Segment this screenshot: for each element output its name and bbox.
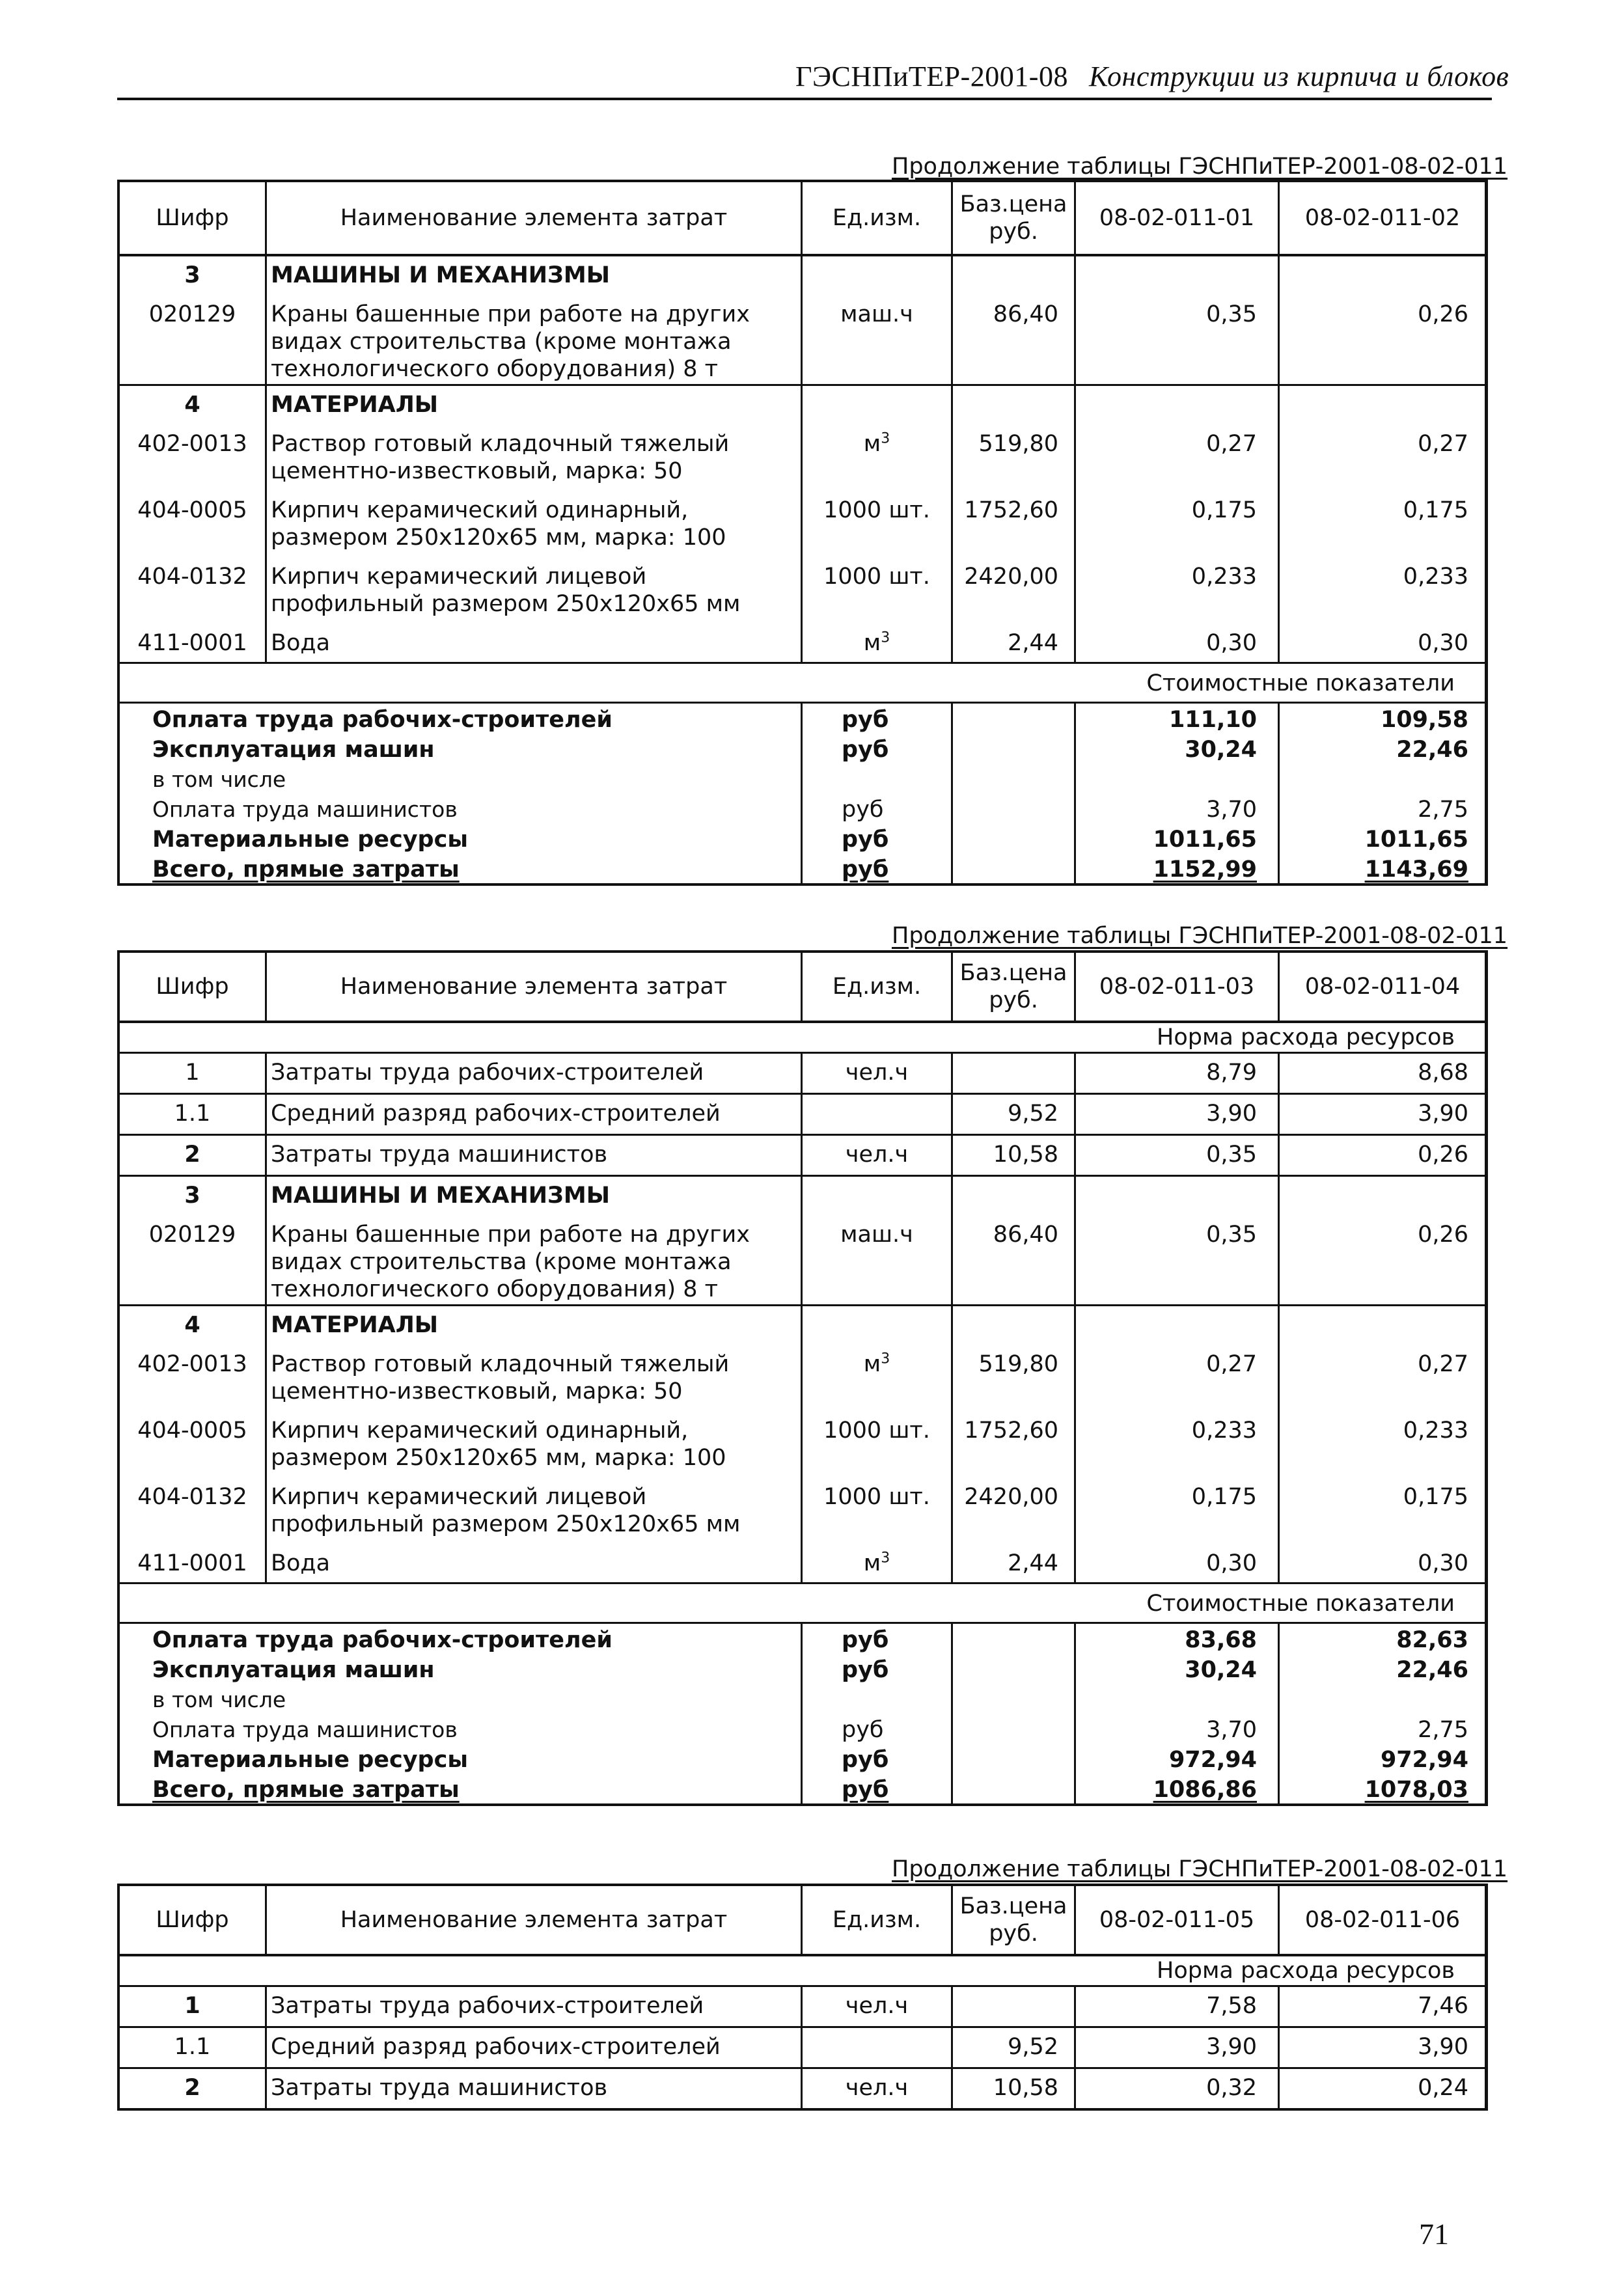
cost-unit: руб xyxy=(803,704,953,733)
cost-label: Всего, прямые затраты xyxy=(120,1774,803,1803)
norm-banner-label: Норма расхода ресурсов xyxy=(1157,1958,1455,1984)
row-value-1: 0,35 xyxy=(1076,1136,1280,1175)
table-caption: Продолжение таблицы ГЭСНПиТЕР-2001-08-02-011 xyxy=(892,154,1508,180)
empty-cell xyxy=(1076,386,1280,425)
row-price: 2420,00 xyxy=(953,558,1076,624)
header-price: Баз.цена руб. xyxy=(953,182,1076,254)
cost-value-1: 1152,99 xyxy=(1076,853,1280,883)
document-title: Конструкции из кирпича и блоков xyxy=(1088,61,1509,92)
row-value-1: 8,79 xyxy=(1076,1054,1280,1093)
row-price: 86,40 xyxy=(953,1216,1076,1304)
row-name: Кирпич керамический одинарный, размером 250x120x65 мм, марка: 100 xyxy=(267,491,803,558)
cost-value-2: 82,63 xyxy=(1396,1627,1468,1653)
row-name: Кирпич керамический лицевой профильный размером 250x120x65 мм xyxy=(267,1478,803,1544)
cost-row xyxy=(120,853,1485,883)
empty-cell xyxy=(1280,386,1485,425)
cost-value-2: 22,46 xyxy=(1396,1657,1468,1683)
cost-banner xyxy=(120,1584,1485,1624)
row-code: 404-0005 xyxy=(120,1412,267,1478)
row-price: 10,58 xyxy=(953,2069,1076,2108)
cost-row xyxy=(120,1714,1485,1744)
row-code: 402-0013 xyxy=(120,1345,267,1412)
row-code: 1.1 xyxy=(120,1095,267,1134)
row-price: 10,58 xyxy=(953,1136,1076,1175)
empty-cell xyxy=(803,1177,953,1216)
row-value-2: 3,90 xyxy=(1418,2034,1468,2060)
row-value-1: 0,175 xyxy=(1076,1478,1280,1544)
cost-row xyxy=(120,1684,1485,1714)
cost-unit xyxy=(803,1684,953,1714)
row-value-1: 0,35 xyxy=(1076,1216,1280,1304)
empty-cell xyxy=(953,1684,1076,1714)
resource-table-3 xyxy=(117,1884,1488,2111)
cost-label: Эксплуатация машин xyxy=(120,733,803,763)
cost-row xyxy=(120,1624,1485,1654)
cost-value-1: 30,24 xyxy=(1076,1654,1280,1684)
row-value-2: 0,175 xyxy=(1403,497,1468,523)
cost-value-1: 1011,65 xyxy=(1076,823,1280,853)
row-code: 404-0132 xyxy=(120,558,267,624)
header-unit: Ед.изм. xyxy=(803,1886,953,1954)
cost-label: Эксплуатация машин xyxy=(120,1654,803,1684)
row-unit: чел.ч xyxy=(803,1987,953,2026)
cost-label: Материальные ресурсы xyxy=(120,1744,803,1774)
row-value-1: 3,90 xyxy=(1076,2028,1280,2067)
row-value-1: 7,58 xyxy=(1076,1987,1280,2026)
row-unit: 1000 шт. xyxy=(803,558,953,624)
header-name: Наименование элемента затрат xyxy=(267,182,803,254)
table-header-row xyxy=(120,1886,1485,1956)
section-code: 3 xyxy=(120,1177,267,1216)
header-code: Шифр xyxy=(120,1886,267,1954)
header-code: Шифр xyxy=(120,953,267,1021)
table-row xyxy=(120,1987,1485,2028)
section-row xyxy=(120,1306,1485,1345)
table-header-row xyxy=(120,182,1485,256)
row-value-2: 0,27 xyxy=(1418,431,1468,457)
empty-cell xyxy=(953,1177,1076,1216)
header-col2: 08-02-011-02 xyxy=(1304,205,1461,231)
cost-unit: руб xyxy=(803,823,953,853)
empty-cell xyxy=(1280,1306,1485,1345)
cost-value-2: 2,75 xyxy=(1418,1717,1468,1743)
table-row xyxy=(120,1478,1485,1544)
row-code: 020129 xyxy=(120,1216,267,1304)
row-name: Средний разряд рабочих-строителей xyxy=(267,2028,803,2067)
section-code: 4 xyxy=(120,1306,267,1345)
cost-unit: руб xyxy=(803,1774,953,1803)
section-title: МАТЕРИАЛЫ xyxy=(267,1306,803,1345)
cost-value-1: 3,70 xyxy=(1076,793,1280,823)
row-price: 1752,60 xyxy=(953,491,1076,558)
header-unit: Ед.изм. xyxy=(803,182,953,254)
header-price: Баз.цена руб. xyxy=(953,1886,1076,1954)
resource-table-1 xyxy=(117,180,1488,886)
cost-label: Оплата труда машинистов xyxy=(120,793,803,823)
norm-banner xyxy=(120,1023,1485,1054)
row-unit: 1000 шт. xyxy=(803,491,953,558)
row-value-1: 0,233 xyxy=(1076,1412,1280,1478)
row-unit xyxy=(803,2028,953,2067)
row-price: 9,52 xyxy=(953,1095,1076,1134)
cost-unit: руб xyxy=(803,853,953,883)
section-code: 4 xyxy=(120,386,267,425)
table-caption: Продолжение таблицы ГЭСНПиТЕР-2001-08-02-011 xyxy=(892,923,1508,949)
cost-value-1: 972,94 xyxy=(1076,1744,1280,1774)
row-price: 9,52 xyxy=(953,2028,1076,2067)
cost-banner-label: Стоимостные показатели xyxy=(1146,670,1455,696)
cost-value-1: 3,70 xyxy=(1076,1714,1280,1744)
row-price xyxy=(953,1987,1076,2026)
row-unit: чел.ч xyxy=(803,1054,953,1093)
page-number: 71 xyxy=(1419,2217,1449,2251)
row-unit: $м^3$ xyxy=(803,425,953,491)
row-unit: $м^3$ xyxy=(803,1544,953,1582)
row-code: 404-0132 xyxy=(120,1478,267,1544)
table-row xyxy=(120,491,1485,558)
header-col2: 08-02-011-04 xyxy=(1304,974,1461,1000)
row-name: Кирпич керамический одинарный, размером 250x120x65 мм, марка: 100 xyxy=(267,1412,803,1478)
table-row xyxy=(120,1412,1485,1478)
table-caption: Продолжение таблицы ГЭСНПиТЕР-2001-08-02-011 xyxy=(892,1856,1508,1882)
row-value-2: 7,46 xyxy=(1418,1993,1468,2019)
table-row xyxy=(120,1345,1485,1412)
row-value-2: 0,24 xyxy=(1418,2075,1468,2101)
cost-section xyxy=(120,704,1485,883)
row-price: 2,44 xyxy=(953,1544,1076,1582)
empty-cell xyxy=(953,763,1076,793)
empty-cell xyxy=(953,853,1076,883)
row-value-1: 0,30 xyxy=(1076,624,1280,662)
row-code: 411-0001 xyxy=(120,1544,267,1582)
empty-cell xyxy=(1076,1306,1280,1345)
empty-cell xyxy=(803,256,953,295)
row-value-1: 0,27 xyxy=(1076,1345,1280,1412)
row-unit: 1000 шт. xyxy=(803,1478,953,1544)
cost-label: Материальные ресурсы xyxy=(120,823,803,853)
row-name: Затраты труда рабочих-строителей xyxy=(267,1054,803,1093)
cost-label: в том числе xyxy=(120,763,803,793)
row-unit: чел.ч xyxy=(803,1136,953,1175)
section-row xyxy=(120,386,1485,425)
row-unit: $м^3$ xyxy=(803,1345,953,1412)
row-name: Краны башенные при работе на других видах строительства (кроме монтажа технологического оборудования) 8 т xyxy=(267,295,803,384)
table-row xyxy=(120,1095,1485,1136)
cost-row xyxy=(120,1654,1485,1684)
table-row xyxy=(120,425,1485,491)
row-code: 1 xyxy=(120,1987,267,2026)
row-value-1: 0,30 xyxy=(1076,1544,1280,1582)
header-col2: 08-02-011-06 xyxy=(1304,1907,1461,1933)
norm-banner-label: Норма расхода ресурсов xyxy=(1157,1024,1455,1050)
cost-value-2 xyxy=(1280,763,1485,793)
row-code: 404-0005 xyxy=(120,491,267,558)
row-price: 519,80 xyxy=(953,1345,1076,1412)
row-price: 2,44 xyxy=(953,624,1076,662)
cost-value-2: 1078,03 xyxy=(1364,1777,1468,1803)
cost-banner-label: Стоимостные показатели xyxy=(1146,1591,1455,1617)
row-unit: чел.ч xyxy=(803,2069,953,2108)
row-value-1: 3,90 xyxy=(1076,1095,1280,1134)
row-unit: $м^3$ xyxy=(803,624,953,662)
empty-cell xyxy=(953,1744,1076,1774)
materials-section xyxy=(120,386,1485,664)
cost-row xyxy=(120,733,1485,763)
empty-cell xyxy=(953,386,1076,425)
table-row xyxy=(120,558,1485,624)
table-row xyxy=(120,2069,1485,2108)
header-col1: 08-02-011-05 xyxy=(1076,1886,1280,1954)
cost-row xyxy=(120,823,1485,853)
row-code: 1.1 xyxy=(120,2028,267,2067)
section-code: 3 xyxy=(120,256,267,295)
table-row xyxy=(120,1544,1485,1582)
row-code: 020129 xyxy=(120,295,267,384)
table-row xyxy=(120,624,1485,662)
cost-label: Всего, прямые затраты xyxy=(120,853,803,883)
table-row xyxy=(120,2028,1485,2069)
table-row xyxy=(120,1216,1485,1304)
row-name: Затраты труда машинистов xyxy=(267,2069,803,2108)
cost-value-1: 1086,86 xyxy=(1076,1774,1280,1803)
cost-unit: руб xyxy=(803,1714,953,1744)
row-value-2: 0,26 xyxy=(1418,301,1468,327)
row-price: 519,80 xyxy=(953,425,1076,491)
row-name: Раствор готовый кладочный тяжелый цементно-известковый, марка: 50 xyxy=(267,425,803,491)
row-price: 2420,00 xyxy=(953,1478,1076,1544)
cost-value-2: 1011,65 xyxy=(1364,827,1468,853)
table-row xyxy=(120,295,1485,384)
row-code: 2 xyxy=(120,2069,267,2108)
row-value-1: 0,32 xyxy=(1076,2069,1280,2108)
row-value-2: 0,27 xyxy=(1418,1351,1468,1377)
cost-unit: руб xyxy=(803,733,953,763)
row-value-2: 8,68 xyxy=(1418,1060,1468,1086)
row-value-1: 0,35 xyxy=(1076,295,1280,384)
cost-label: Оплата труда рабочих-строителей xyxy=(120,704,803,733)
empty-cell xyxy=(803,1306,953,1345)
cost-unit xyxy=(803,763,953,793)
cost-value-1: 30,24 xyxy=(1076,733,1280,763)
header-col1: 08-02-011-03 xyxy=(1076,953,1280,1021)
empty-cell xyxy=(953,1654,1076,1684)
cost-value-1: 83,68 xyxy=(1076,1624,1280,1654)
cost-label: в том числе xyxy=(120,1684,803,1714)
row-name: Средний разряд рабочих-строителей xyxy=(267,1095,803,1134)
section-title: МАТЕРИАЛЫ xyxy=(267,386,803,425)
cost-label: Оплата труда рабочих-строителей xyxy=(120,1624,803,1654)
empty-cell xyxy=(953,823,1076,853)
row-name: Затраты труда рабочих-строителей xyxy=(267,1987,803,2026)
row-value-1: 0,175 xyxy=(1076,491,1280,558)
machines-section xyxy=(120,1177,1485,1306)
row-unit: маш.ч xyxy=(803,1216,953,1304)
row-value-1: 0,233 xyxy=(1076,558,1280,624)
row-value-2: 0,175 xyxy=(1403,1484,1468,1510)
row-value-2: 0,26 xyxy=(1418,1222,1468,1248)
row-unit xyxy=(803,1095,953,1134)
empty-cell xyxy=(953,1714,1076,1744)
row-price: 86,40 xyxy=(953,295,1076,384)
empty-cell xyxy=(1280,256,1485,295)
row-value-2: 0,30 xyxy=(1418,630,1468,656)
cost-value-2: 972,94 xyxy=(1380,1747,1468,1773)
section-title: МАШИНЫ И МЕХАНИЗМЫ xyxy=(267,256,803,295)
document-code: ГЭСНПиТЕР-2001-08 xyxy=(795,61,1068,92)
row-code: 402-0013 xyxy=(120,425,267,491)
empty-cell xyxy=(1076,256,1280,295)
row-value-1: 0,27 xyxy=(1076,425,1280,491)
empty-cell xyxy=(953,256,1076,295)
row-name: Затраты труда машинистов xyxy=(267,1136,803,1175)
row-value-2: 0,233 xyxy=(1403,1418,1468,1444)
empty-cell xyxy=(953,1624,1076,1654)
empty-cell xyxy=(1280,1177,1485,1216)
cost-unit: руб xyxy=(803,1624,953,1654)
table-header-row xyxy=(120,953,1485,1023)
empty-cell xyxy=(953,1306,1076,1345)
cost-section xyxy=(120,1624,1485,1803)
empty-cell xyxy=(953,733,1076,763)
row-value-2: 3,90 xyxy=(1418,1101,1468,1127)
table-row xyxy=(120,1136,1485,1177)
cost-label: Оплата труда машинистов xyxy=(120,1714,803,1744)
header-rule xyxy=(117,98,1492,100)
row-price: 1752,60 xyxy=(953,1412,1076,1478)
materials-section xyxy=(120,1306,1485,1584)
empty-cell xyxy=(1076,1177,1280,1216)
row-code: 2 xyxy=(120,1136,267,1175)
empty-cell xyxy=(803,386,953,425)
row-value-2: 0,233 xyxy=(1403,564,1468,590)
cost-value-2: 109,58 xyxy=(1380,707,1468,733)
cost-value-2 xyxy=(1280,1684,1485,1714)
cost-row xyxy=(120,793,1485,823)
cost-row xyxy=(120,704,1485,733)
header-name: Наименование элемента затрат xyxy=(267,953,803,1021)
cost-unit: руб xyxy=(803,1744,953,1774)
row-price xyxy=(953,1054,1076,1093)
row-name: Раствор готовый кладочный тяжелый цементно-известковый, марка: 50 xyxy=(267,1345,803,1412)
header-price: Баз.цена руб. xyxy=(953,953,1076,1021)
row-value-2: 0,30 xyxy=(1418,1550,1468,1576)
cost-row xyxy=(120,1744,1485,1774)
empty-cell xyxy=(953,704,1076,733)
row-code: 1 xyxy=(120,1054,267,1093)
section-title: МАШИНЫ И МЕХАНИЗМЫ xyxy=(267,1177,803,1216)
row-name: Кирпич керамический лицевой профильный размером 250x120x65 мм xyxy=(267,558,803,624)
header-name: Наименование элемента затрат xyxy=(267,1886,803,1954)
header-unit: Ед.изм. xyxy=(803,953,953,1021)
resource-table-2 xyxy=(117,950,1488,1806)
row-code: 411-0001 xyxy=(120,624,267,662)
row-name: Краны башенные при работе на других видах строительства (кроме монтажа технологического оборудования) 8 т xyxy=(267,1216,803,1304)
cost-row xyxy=(120,763,1485,793)
row-unit: 1000 шт. xyxy=(803,1412,953,1478)
empty-cell xyxy=(953,1774,1076,1803)
empty-cell xyxy=(953,793,1076,823)
table-row xyxy=(120,1054,1485,1095)
cost-unit: руб xyxy=(803,793,953,823)
cost-value-2: 1143,69 xyxy=(1364,857,1468,883)
row-unit: маш.ч xyxy=(803,295,953,384)
section-row xyxy=(120,1177,1485,1216)
cost-value-2: 22,46 xyxy=(1396,737,1468,763)
cost-banner xyxy=(120,664,1485,704)
header-code: Шифр xyxy=(120,182,267,254)
cost-value-1: 111,10 xyxy=(1076,704,1280,733)
cost-value-2: 2,75 xyxy=(1418,797,1468,823)
machines-section xyxy=(120,256,1485,386)
cost-unit: руб xyxy=(803,1654,953,1684)
cost-value-1 xyxy=(1076,1684,1280,1714)
row-name: Вода xyxy=(267,624,803,662)
row-value-2: 0,26 xyxy=(1418,1142,1468,1168)
norm-banner xyxy=(120,1956,1485,1987)
header-col1: 08-02-011-01 xyxy=(1076,182,1280,254)
cost-row xyxy=(120,1774,1485,1803)
row-name: Вода xyxy=(267,1544,803,1582)
section-row xyxy=(120,256,1485,295)
running-header xyxy=(795,60,1509,93)
cost-value-1 xyxy=(1076,763,1280,793)
